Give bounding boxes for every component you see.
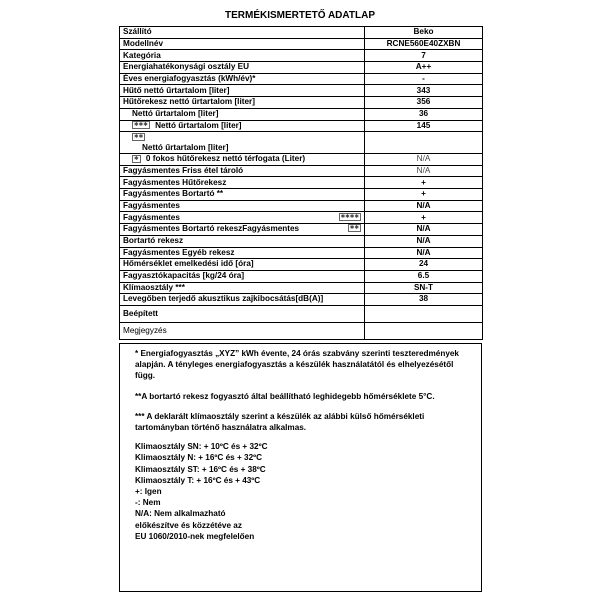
row-label: Fagyasztókapacitás [kg/24 óra] bbox=[120, 270, 365, 282]
three-star-freezer-icon: ✱✱✱ bbox=[134, 122, 148, 129]
four-star-freezer-icon: ✱✱✱✱ bbox=[340, 213, 359, 220]
legend-na: N/A: Nem alkalmazható bbox=[135, 509, 226, 519]
row-label: Energiahatékonysági osztály EU bbox=[120, 62, 365, 74]
table-row bbox=[120, 108, 483, 120]
footnote-energy: * Energiafogyasztás „XYZ” kWh évente, 24 órás szabvány szerinti teszteredmények alapján. A tényleges energiafogyasztás a készülék használatától és elhelyezésétől függ. bbox=[135, 349, 459, 381]
table-row bbox=[120, 270, 483, 282]
row-label: Hűtő nettó űrtartalom [liter] bbox=[120, 85, 365, 97]
row-value: N/A bbox=[365, 200, 483, 212]
row-value: + bbox=[365, 189, 483, 201]
row-value: Beko bbox=[365, 27, 483, 39]
row-value: 36 bbox=[365, 108, 483, 120]
row-label: Megjegyzés bbox=[120, 322, 365, 339]
table-row bbox=[120, 282, 483, 294]
climate-class-n: Klimaosztály N: + 16ºC és + 32ºC bbox=[135, 453, 263, 463]
spec-table bbox=[119, 26, 483, 340]
row-label: 0 fokos hűtőrekesz nettó térfogata (Liter) bbox=[145, 154, 306, 164]
row-label: Fagyásmentes Bortartó ** bbox=[120, 189, 365, 201]
row-value: 343 bbox=[365, 85, 483, 97]
datasheet-title: TERMÉKISMERTETŐ ADATLAP bbox=[225, 10, 375, 21]
prepared-note: előkészítve és közzétéve az bbox=[135, 520, 242, 530]
row-value bbox=[365, 322, 483, 339]
legend-no: -: Nem bbox=[135, 498, 161, 508]
table-row bbox=[120, 200, 483, 212]
row-value: 6.5 bbox=[365, 270, 483, 282]
table-row bbox=[120, 62, 483, 74]
row-value bbox=[365, 132, 483, 154]
table-row bbox=[120, 212, 483, 224]
climate-class-sn: Klimaosztály SN: + 10ºC és + 32ºC bbox=[135, 442, 268, 452]
table-row bbox=[120, 38, 483, 50]
row-value: 145 bbox=[365, 120, 483, 132]
row-value: SN-T bbox=[365, 282, 483, 294]
table-row bbox=[120, 177, 483, 189]
table-row bbox=[120, 294, 483, 306]
row-label: Nettó űrtartalom [liter] bbox=[155, 120, 242, 130]
table-row bbox=[120, 27, 483, 39]
row-value: N/A bbox=[365, 165, 483, 177]
table-row bbox=[120, 235, 483, 247]
row-label: Klímaosztály *** bbox=[120, 282, 365, 294]
footnotes-box bbox=[119, 343, 482, 592]
row-value: RCNE560E40ZXBN bbox=[365, 38, 483, 50]
row-label: Nettó űrtartalom [liter] bbox=[120, 108, 365, 120]
climate-class-st: Klimaosztály ST: + 16ºC és + 38ºC bbox=[135, 464, 266, 474]
table-row bbox=[120, 132, 483, 154]
table-row bbox=[120, 50, 483, 62]
row-label: Levegőben terjedő akusztikus zajkibocsátás[dB(A)] bbox=[120, 294, 365, 306]
row-label: Fagyásmentes Friss étel tároló bbox=[120, 165, 365, 177]
row-label: Fagyásmentes bbox=[123, 212, 180, 222]
table-row bbox=[120, 154, 483, 166]
row-value: 38 bbox=[365, 294, 483, 306]
row-label: Szállító bbox=[120, 27, 365, 39]
two-star-freezer-icon: ✱✱ bbox=[134, 134, 144, 141]
table-row bbox=[120, 322, 483, 339]
table-row bbox=[120, 259, 483, 271]
one-star-freezer-icon: ✱ bbox=[134, 155, 139, 162]
climate-class-t: Klimaosztály T: + 16ºC és + 43ºC bbox=[135, 475, 261, 485]
row-value: - bbox=[365, 73, 483, 85]
row-label: Fagyásmentes bbox=[120, 200, 365, 212]
row-value: 24 bbox=[365, 259, 483, 271]
row-value bbox=[365, 305, 483, 322]
row-value: + bbox=[365, 177, 483, 189]
two-star-freezer-icon: ✱✱ bbox=[349, 225, 359, 232]
table-row bbox=[120, 247, 483, 259]
row-label: Fagyásmentes Egyéb rekesz bbox=[120, 247, 365, 259]
footnote-climate-class: *** A deklarált klímaosztály szerint a készülék az alábbi külső hőmérsékleti tartományban történő használatra alkalmas. bbox=[135, 411, 425, 433]
table-row bbox=[120, 224, 483, 236]
row-label: Éves energiafogyasztás (kWh/év)* bbox=[120, 73, 365, 85]
row-label: Nettó űrtartalom [liter] bbox=[142, 142, 229, 152]
row-label: Beépített bbox=[120, 305, 365, 322]
regulation-note: EU 1060/2010-nek megfelelően bbox=[135, 531, 255, 541]
row-label: Fagyásmentes Bortartó rekeszFagyásmentes bbox=[123, 224, 300, 234]
row-value: 356 bbox=[365, 97, 483, 109]
row-label: Modellnév bbox=[120, 38, 365, 50]
row-value: N/A bbox=[365, 235, 483, 247]
row-value: N/A bbox=[365, 224, 483, 236]
row-label: Kategória bbox=[120, 50, 365, 62]
row-value: + bbox=[365, 212, 483, 224]
row-label: Hűtőrekesz nettó űrtartalom [liter] bbox=[120, 97, 365, 109]
row-value: 7 bbox=[365, 50, 483, 62]
row-value: A++ bbox=[365, 62, 483, 74]
table-row bbox=[120, 305, 483, 322]
table-row bbox=[120, 120, 483, 132]
row-label: Hőmérséklet emelkedési idő [óra] bbox=[120, 259, 365, 271]
row-label: Fagyásmentes Hűtőrekesz bbox=[120, 177, 365, 189]
row-value: N/A bbox=[365, 247, 483, 259]
table-row bbox=[120, 97, 483, 109]
legend-yes: +: Igen bbox=[135, 487, 162, 497]
table-row bbox=[120, 73, 483, 85]
table-row bbox=[120, 85, 483, 97]
row-label: Bortartó rekesz bbox=[120, 235, 365, 247]
footnote-wine-compartment: **A bortartó rekesz fogyasztó által beállítható leghidegebb hőmérséklete 5°C. bbox=[135, 391, 435, 401]
table-row bbox=[120, 165, 483, 177]
product-datasheet bbox=[116, 6, 484, 594]
row-value: N/A bbox=[365, 154, 483, 166]
table-row bbox=[120, 189, 483, 201]
